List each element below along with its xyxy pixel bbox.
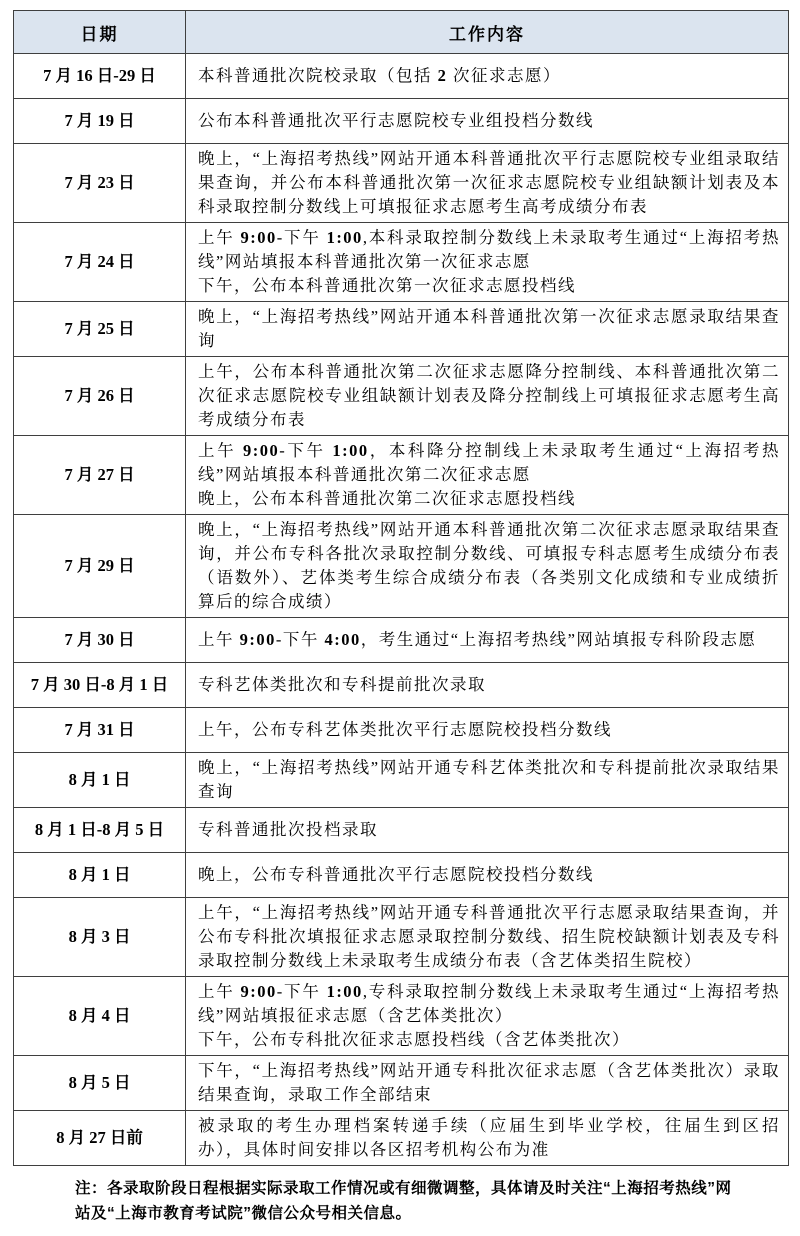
bold-number: 9:00 [240,982,277,1001]
table-row [14,977,789,1056]
header-row [14,11,789,54]
content-cell [186,223,789,302]
table-row [14,1056,789,1111]
bold-number: 8 [102,820,111,839]
content-paragraph: 下午，公布专科批次征求志愿投档线（含艺体类批次） [198,1030,630,1049]
bold-number: 7 [64,720,73,739]
content-cell [186,302,789,357]
content-cell [186,898,789,977]
date-cell: 8 月 3 日 [14,898,186,977]
content-paragraph: 被录取的考生办理档案转递手续（应届生到毕业学校，往届生到区招办），具体时间安排以各区招考机构公布为准 [198,1116,780,1159]
bold-number: 7 [64,319,73,338]
table-row [14,1111,789,1166]
bold-number: 8 [68,770,77,789]
content-paragraph: 晚上，公布本科普通批次第二次征求志愿投档线 [198,489,576,508]
content-paragraph: 上午，公布本科普通批次第二次征求志愿降分控制线、本科普通批次第二次征求志愿院校专业组缺额计划表及降分控制线上可填报征求志愿考生高考成绩分布表 [198,362,780,429]
column-header-content: 工作内容 [186,11,789,54]
table-row [14,708,789,753]
content-cell [186,515,789,618]
bold-number: 5 [135,820,144,839]
content-cell [186,663,789,708]
table-row [14,753,789,808]
bold-number: 4:00 [324,630,361,649]
bold-number: 8 [68,865,77,884]
content-paragraph: 晚上，“上海招考热线”网站开通专科艺体类批次和专科提前批次录取结果查询 [198,758,780,801]
table-row [14,357,789,436]
bold-number: 25 [97,319,114,338]
bold-number: 8 [56,1128,65,1147]
bold-number: 7 [64,173,73,192]
schedule-table [13,10,789,1166]
table-row [14,663,789,708]
table-row [14,54,789,99]
bold-number: 31 [97,720,114,739]
date-cell: 7 月 24 日 [14,223,186,302]
content-cell [186,99,789,144]
bold-number: 9:00 [239,630,276,649]
bold-number: 8 [68,1073,77,1092]
bold-number: 29 [118,66,136,85]
date-cell: 7 月 19 日 [14,99,186,144]
content-paragraph: 上午 9:00-下午 4:00，考生通过“上海招考热线”网站填报专科阶段志愿 [198,630,757,649]
content-cell [186,708,789,753]
date-cell: 8 月 4 日 [14,977,186,1056]
table-row [14,515,789,618]
bold-number: 7 [43,66,52,85]
bold-number: 7 [64,386,73,405]
bold-number: 8 [34,820,44,839]
bold-number: 9:00 [242,441,280,460]
date-cell: 8 月 1 日-8 月 5 日 [14,808,186,853]
bold-number: 9:00 [240,228,277,247]
table-row [14,618,789,663]
bold-number: 1 [101,770,110,789]
content-cell [186,54,789,99]
bold-number: 29 [97,556,114,575]
content-paragraph: 晚上，“上海招考热线”网站开通本科普通批次平行志愿院校专业组录取结果查询，并公布本科普通批次第一次征求志愿院校专业组缺额计划表及本科录取控制分数线上可填报征求志愿考生高考成绩分布表 [198,149,780,216]
bold-number: 27 [97,465,114,484]
content-cell [186,977,789,1056]
bold-number: 23 [97,173,114,192]
bold-number: 1:00 [326,982,363,1001]
content-paragraph: 公布本科普通批次平行志愿院校专业组投档分数线 [198,111,594,130]
content-paragraph: 上午 9:00-下午 1:00,专科录取控制分数线上未录取考生通过“上海招考热线”网站填报征求志愿（含艺体类批次） [198,982,781,1025]
table-row [14,302,789,357]
bold-number: 16 [76,66,93,85]
bold-number: 7 [64,111,73,130]
date-cell: 7 月 30 日 [14,618,186,663]
content-paragraph: 晚上，“上海招考热线”网站开通本科普通批次第二次征求志愿录取结果查询，并公布专科各批次录取控制分数线、可填报专科志愿考生成绩分布表（语数外）、艺体类考生综合成绩分布表（各类别文化成绩和专业成绩折算后的综合成绩） [198,520,780,611]
bold-number: 30 [63,675,81,694]
content-cell [186,753,789,808]
date-cell: 8 月 27 日前 [14,1111,186,1166]
table-row [14,436,789,515]
bold-number: 7 [30,675,39,694]
date-cell: 7 月 27 日 [14,436,186,515]
content-paragraph: 晚上，“上海招考热线”网站开通本科普通批次第一次征求志愿录取结果查询 [198,307,780,350]
bold-number: 30 [97,630,114,649]
date-cell: 7 月 26 日 [14,357,186,436]
date-cell: 7 月 30 日-8 月 1 日 [14,663,186,708]
date-cell: 7 月 31 日 [14,708,186,753]
column-header-date: 日期 [14,11,186,54]
bold-number: 26 [97,386,114,405]
date-cell: 8 月 1 日 [14,853,186,898]
table-row [14,898,789,977]
content-paragraph: 专科艺体类批次和专科提前批次录取 [198,675,486,694]
bold-number: 7 [64,556,73,575]
table-row [14,223,789,302]
content-paragraph: 下午，公布本科普通批次第一次征求志愿投档线 [198,276,576,295]
content-paragraph: 上午，公布专科艺体类批次平行志愿院校投档分数线 [198,720,612,739]
bold-number: 24 [97,252,114,271]
bold-number: 4 [101,1006,110,1025]
content-paragraph: 上午 9:00-下午 1:00，本科降分控制线上未录取考生通过“上海招考热线”网站填报本科普通批次第二次征求志愿 [198,441,780,484]
bold-number: 1:00 [332,441,369,460]
content-cell [186,1056,789,1111]
bold-number: 8 [68,1006,77,1025]
date-cell: 8 月 5 日 [14,1056,186,1111]
content-cell [186,1111,789,1166]
content-cell [186,357,789,436]
footnote: 注：各录取阶段日程根据实际录取工作情况或有细微调整，具体请及时关注“上海招考热线”网站及“上海市教育考试院”微信公众号相关信息。 [75,1180,732,1222]
date-cell: 7 月 29 日 [14,515,186,618]
bold-number: 7 [64,630,73,649]
date-cell: 7 月 25 日 [14,302,186,357]
content-cell [186,853,789,898]
content-cell [186,618,789,663]
table-row [14,853,789,898]
bold-number: 5 [101,1073,110,1092]
bold-number: 3 [101,927,110,946]
bold-number: 1 [139,675,148,694]
date-cell: 8 月 1 日 [14,753,186,808]
bold-number: 1 [101,865,110,884]
content-paragraph: 晚上，公布专科普通批次平行志愿院校投档分数线 [198,865,594,884]
content-paragraph: 本科普通批次院校录取（包括 2 次征求志愿） [198,66,561,85]
bold-number: 1 [67,820,77,839]
content-paragraph: 上午 9:00-下午 1:00,本科录取控制分数线上未录取考生通过“上海招考热线”网站填报本科普通批次第一次征求志愿 [198,228,781,271]
bold-number: 27 [89,1128,106,1147]
content-cell [186,808,789,853]
schedule-table-body [14,54,789,1166]
content-cell [186,436,789,515]
bold-number: 7 [64,465,73,484]
date-cell: 7 月 16 日-29 日 [14,54,186,99]
bold-number: 1:00 [326,228,363,247]
content-paragraph: 下午，“上海招考热线”网站开通专科批次征求志愿（含艺体类批次）录取结果查询，录取工作全部结束 [198,1061,780,1104]
content-paragraph: 上午，“上海招考热线”网站开通专科普通批次平行志愿录取结果查询，并公布专科批次填报征求志愿录取控制分数线、招生院校缺额计划表及专科录取控制分数线上未录取考生成绩分布表（含艺体类招生院校） [198,903,780,970]
content-paragraph: 专科普通批次投档录取 [198,820,378,839]
bold-number: 7 [64,252,73,271]
bold-number: 19 [97,111,114,130]
table-row [14,99,789,144]
content-cell [186,144,789,223]
table-row [14,808,789,853]
bold-number: 8 [68,927,77,946]
date-cell: 7 月 23 日 [14,144,186,223]
table-row [14,144,789,223]
bold-number: 8 [106,675,115,694]
bold-number: 2 [437,66,448,85]
